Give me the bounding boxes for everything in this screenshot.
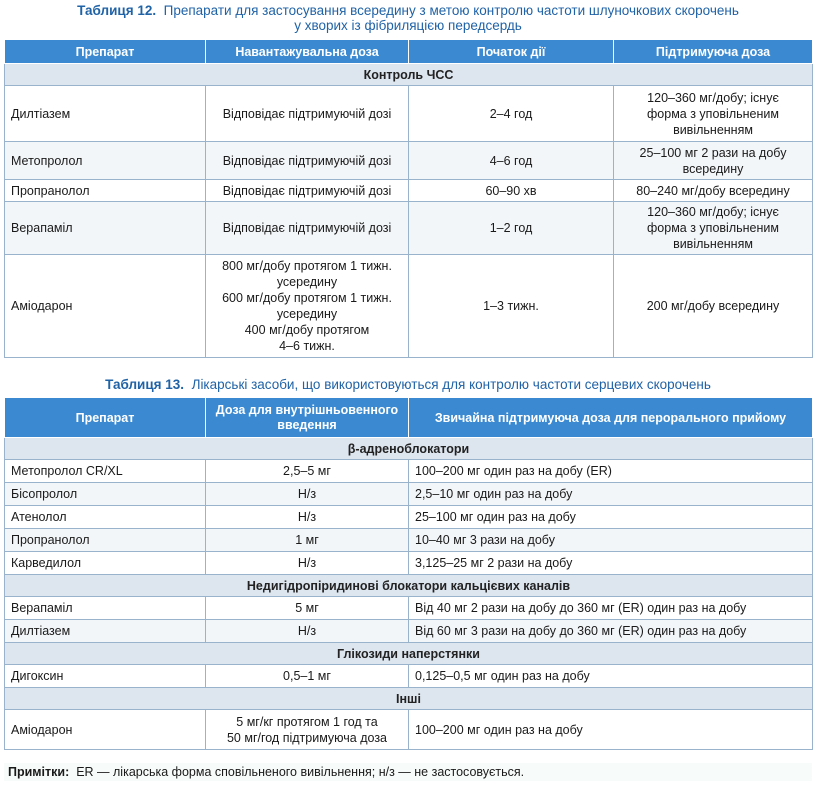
- table13-caption-label: Таблиця 13.: [105, 377, 185, 392]
- oral-maintenance-dose: [409, 483, 813, 506]
- maintenance-dose: [614, 180, 813, 202]
- table12-header-cell: Початок дії: [409, 40, 614, 64]
- loading-dose-line: 400 мг/добу протягом: [244, 323, 370, 337]
- iv-dose: [206, 483, 409, 506]
- maintenance-dose-line: всередину: [682, 161, 744, 176]
- maintenance-dose-line: 200 мг/добу всередину: [646, 299, 780, 313]
- table13-section-title: [5, 438, 813, 460]
- table-notes: [4, 763, 812, 781]
- drug-name: [5, 86, 206, 142]
- maintenance-dose: [614, 142, 813, 180]
- iv-dose-line: Н/з: [297, 510, 317, 524]
- table12-section-row: [5, 64, 813, 86]
- onset-line: 4–6 год: [489, 153, 533, 168]
- drug-name: [5, 552, 206, 575]
- drug-name-line: Аміодарон: [11, 722, 73, 737]
- oral-maintenance-dose: [409, 620, 813, 643]
- table13-row: [5, 597, 813, 620]
- iv-dose: [206, 665, 409, 688]
- drug-name: [5, 620, 206, 643]
- iv-dose: [206, 710, 409, 750]
- table12-row: [5, 180, 813, 202]
- drug-name-line: Метопролол: [11, 153, 83, 168]
- oral-maintenance-dose-line: Від 40 мг 2 рази на добу до 360 мг (ER) один раз на добу: [415, 601, 747, 615]
- drug-name-line: Дилтіазем: [11, 624, 71, 638]
- loading-dose-line: 600 мг/добу протягом 1 тижн.: [222, 291, 392, 305]
- iv-dose-line: 1 мг: [295, 533, 319, 547]
- table13-section-row: [5, 643, 813, 665]
- loading-dose-line: усередину: [276, 307, 338, 321]
- maintenance-dose-line: 25–100 мг 2 рази на добу: [639, 145, 787, 160]
- notes-label: Примітки:: [8, 765, 70, 779]
- maintenance-dose: [614, 86, 813, 142]
- table13-row: [5, 552, 813, 575]
- drug-name: [5, 597, 206, 620]
- table12-caption-line2: у хворих із фібриляцією передсердь: [294, 18, 522, 33]
- table13-section-title-line: Глікозиди наперстянки: [337, 646, 480, 661]
- maintenance-dose-line: вивільненням: [673, 237, 753, 251]
- drug-name-line: Верапаміл: [11, 601, 73, 615]
- iv-dose-line: 5 мг: [295, 601, 319, 615]
- drug-name-line: Карведилол: [11, 556, 82, 570]
- onset: [409, 255, 614, 358]
- drug-name: [5, 506, 206, 529]
- iv-dose-line: Н/з: [297, 624, 317, 638]
- drug-name: [5, 180, 206, 202]
- onset: [409, 142, 614, 180]
- drug-name-line: Дилтіазем: [11, 106, 71, 121]
- drug-name-line: Пропранолол: [11, 533, 90, 547]
- drug-name: [5, 665, 206, 688]
- drug-name-line: Верапаміл: [11, 221, 73, 235]
- drug-name: [5, 529, 206, 552]
- table13-section-title: [5, 688, 813, 710]
- oral-maintenance-dose-line: 3,125–25 мг 2 рази на добу: [415, 556, 573, 570]
- onset: [409, 86, 614, 142]
- oral-maintenance-dose-line: 2,5–10 мг один раз на добу: [415, 487, 573, 501]
- loading-dose-line: Відповідає підтримуючій дозі: [222, 221, 392, 235]
- table12-section-title-line: Контроль ЧСС: [363, 67, 454, 82]
- iv-dose: [206, 460, 409, 483]
- table13-section-title-line: β-адреноблокатори: [347, 441, 470, 456]
- table13-section-row: [5, 438, 813, 460]
- table13-row: [5, 460, 813, 483]
- onset-line: 1–2 год: [489, 221, 533, 235]
- loading-dose-line: 4–6 тижн.: [279, 339, 335, 353]
- table13-header-cell: [206, 398, 409, 438]
- drug-name: [5, 483, 206, 506]
- table12-caption-line1: Препарати для застосування всередину з метою контролю частоти шлуночкових скорочень: [163, 3, 739, 18]
- onset: [409, 180, 614, 202]
- table13-section-row: [5, 575, 813, 597]
- oral-maintenance-dose-line: 100–200 мг один раз на добу: [415, 722, 583, 737]
- table13-header-cell: Препарат: [5, 398, 206, 438]
- maintenance-dose-line: форма з уповільненим: [647, 221, 779, 235]
- drug-name-line: Бісопролол: [11, 487, 78, 501]
- oral-maintenance-dose-line: 100–200 мг один раз на добу (ER): [415, 464, 612, 478]
- loading-dose: [206, 86, 409, 142]
- loading-dose: [206, 180, 409, 202]
- table13-row: [5, 710, 813, 750]
- table13-header-cell: Звичайна підтримуюча доза для перорального прийому: [409, 398, 813, 438]
- table13-row: [5, 620, 813, 643]
- loading-dose-line: усередину: [276, 275, 338, 289]
- table13-section-title-line: Недигідропіридинові блокатори кальцієвих каналів: [246, 578, 571, 593]
- maintenance-dose-line: 120–360 мг/добу; існує: [647, 205, 779, 219]
- table12-row: [5, 202, 813, 255]
- oral-maintenance-dose: [409, 552, 813, 575]
- iv-dose: [206, 506, 409, 529]
- drug-name-line: Аміодарон: [11, 299, 73, 313]
- drug-name: [5, 202, 206, 255]
- table13-row: [5, 529, 813, 552]
- loading-dose: [206, 142, 409, 180]
- table13: [4, 397, 813, 750]
- table13-row: [5, 665, 813, 688]
- table13-section-row: [5, 688, 813, 710]
- iv-dose: [206, 597, 409, 620]
- table13-header-line: введення: [277, 417, 337, 432]
- oral-maintenance-dose: [409, 460, 813, 483]
- table12-caption: [0, 3, 816, 33]
- oral-maintenance-dose: [409, 710, 813, 750]
- iv-dose-line: Н/з: [297, 487, 317, 501]
- drug-name: [5, 710, 206, 750]
- drug-name-line: Пропранолол: [11, 183, 90, 198]
- loading-dose-line: Відповідає підтримуючій дозі: [222, 153, 392, 168]
- loading-dose: [206, 202, 409, 255]
- table13-caption: [0, 377, 816, 392]
- table12: [4, 39, 813, 358]
- table12-row: [5, 142, 813, 180]
- drug-name: [5, 142, 206, 180]
- table12-row: [5, 86, 813, 142]
- table13-header-row: [5, 398, 813, 438]
- table13-section-title-line: Інші: [396, 691, 421, 706]
- iv-dose-line: 5 мг/кг протягом 1 год та: [236, 714, 378, 729]
- table12-header-row: [5, 40, 813, 64]
- loading-dose: [206, 255, 409, 358]
- iv-dose-line: 2,5–5 мг: [283, 464, 331, 478]
- table13-section-title: [5, 575, 813, 597]
- oral-maintenance-dose-line: 10–40 мг 3 рази на добу: [415, 533, 555, 547]
- oral-maintenance-dose-line: 0,125–0,5 мг один раз на добу: [415, 669, 590, 683]
- iv-dose: [206, 529, 409, 552]
- oral-maintenance-dose: [409, 597, 813, 620]
- drug-name-line: Атенолол: [11, 510, 67, 524]
- drug-name-line: Метопролол CR/XL: [11, 464, 123, 478]
- notes-text: ER — лікарська форма сповільненого вивільнення; н/з — не застосовується.: [76, 765, 525, 779]
- loading-dose-line: Відповідає підтримуючій дозі: [222, 106, 392, 121]
- oral-maintenance-dose: [409, 665, 813, 688]
- table13-row: [5, 506, 813, 529]
- iv-dose: [206, 552, 409, 575]
- table12-section-title: [5, 64, 813, 86]
- oral-maintenance-dose-line: Від 60 мг 3 рази на добу до 360 мг (ER) один раз на добу: [415, 624, 747, 638]
- onset: [409, 202, 614, 255]
- iv-dose-line: Н/з: [297, 556, 317, 570]
- oral-maintenance-dose: [409, 506, 813, 529]
- table13-row: [5, 483, 813, 506]
- onset-line: 2–4 год: [489, 106, 533, 121]
- iv-dose-line: 50 мг/год підтримуюча доза: [226, 730, 388, 745]
- drug-name: [5, 460, 206, 483]
- table12-caption-label: Таблиця 12.: [77, 3, 157, 18]
- maintenance-dose-line: форма з уповільненим: [647, 106, 779, 121]
- oral-maintenance-dose: [409, 529, 813, 552]
- loading-dose-line: 800 мг/добу протягом 1 тижн.: [222, 259, 392, 273]
- oral-maintenance-dose-line: 25–100 мг один раз на добу: [415, 510, 576, 524]
- maintenance-dose-line: вивільненням: [673, 122, 753, 137]
- table12-header-cell: Препарат: [5, 40, 206, 64]
- loading-dose-line: Відповідає підтримуючій дозі: [222, 183, 392, 198]
- maintenance-dose: [614, 255, 813, 358]
- onset-line: 60–90 хв: [485, 183, 537, 198]
- drug-name-line: Дигоксин: [11, 669, 64, 683]
- iv-dose-line: 0,5–1 мг: [283, 669, 331, 683]
- iv-dose: [206, 620, 409, 643]
- maintenance-dose: [614, 202, 813, 255]
- table13-section-title: [5, 643, 813, 665]
- onset-line: 1–3 тижн.: [483, 299, 539, 313]
- maintenance-dose-line: 80–240 мг/добу всередину: [636, 183, 790, 198]
- drug-name: [5, 255, 206, 358]
- table12-row: [5, 255, 813, 358]
- table12-header-cell: Навантажувальна доза: [206, 40, 409, 64]
- table13-header-line: Доза для внутрішньовенного: [215, 402, 399, 417]
- table12-header-cell: Підтримуюча доза: [614, 40, 813, 64]
- table13-caption-text: Лікарські засоби, що використовуються для контролю частоти серцевих скорочень: [191, 377, 711, 392]
- maintenance-dose-line: 120–360 мг/добу; існує: [647, 90, 779, 105]
